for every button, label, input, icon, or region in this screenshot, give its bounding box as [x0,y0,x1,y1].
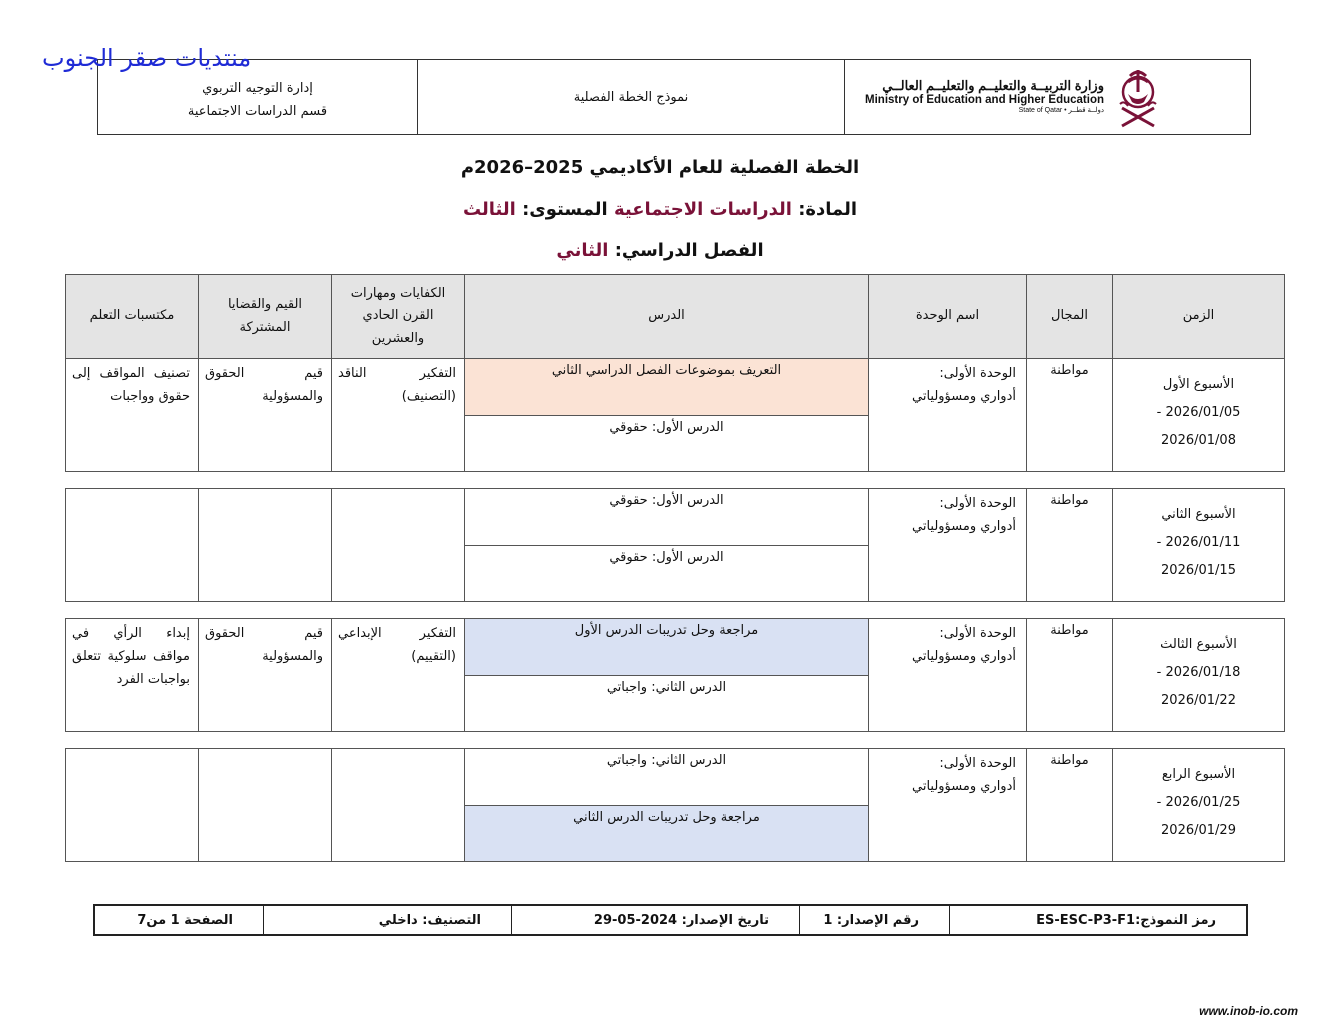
state-of-qatar: State of Qatar • دولــة قطــر [1018,107,1104,115]
dept-line-1: إدارة التوجيه التربوي [202,81,313,96]
plan-table-week-3 [65,618,1285,732]
unit-line-1: الوحدة الأولى: [939,626,1016,641]
week-time [1113,359,1285,472]
column-header-competencies: الكفايات ومهارات القرن الحادي والعشرين [332,275,465,359]
column-header-unit: اسم الوحدة [869,275,1027,359]
competency: التفكير الإبداعي (التقييم) [332,619,465,732]
lesson-b: الدرس الثاني: واجباتي [465,676,869,732]
term-label: الفصل الدراسي: [614,240,764,261]
lesson-b: مراجعة وحل تدريبات الدرس الثاني [465,806,869,862]
shared-value: قيم الحقوق والمسؤولية [199,619,332,732]
subject-value: الدراسات الاجتماعية [614,199,792,220]
column-header-outcomes: مكتسبات التعلم [66,275,199,359]
subject-label: المادة: [798,199,858,220]
document-header [97,59,1251,135]
learning-outcome [66,749,199,862]
ministry-name-ar: وزارة التربيــة والتعليــم والتعليــم العالــي [882,77,1104,93]
lesson-b: الدرس الأول: حقوقي [465,546,869,602]
week-time [1113,489,1285,602]
week-dates: 2026/01/18 - 2026/01/22 [1156,664,1241,708]
unit-line-2: أدواري ومسؤولياتي [911,518,1016,534]
issue-date: تاريخ الإصدار: 2024-05-29 [511,906,799,934]
week-label: الأسبوع الثالث [1160,637,1237,652]
week-dates: 2026/01/25 - 2026/01/29 [1156,794,1241,838]
form-name-box [418,60,845,134]
form-code: رمز النموذج:ES-ESC-P3-F1 [949,906,1246,934]
week-unit [869,619,1027,732]
competency [332,489,465,602]
learning-outcome: تصنيف المواقف إلى حقوق وواجبات [66,359,199,472]
lesson-a: الدرس الثاني: واجباتي [465,749,869,806]
learning-outcome [66,489,199,602]
unit-line-2: أدواري ومسؤولياتي [911,778,1016,794]
qatar-emblem-icon [1114,64,1162,130]
shared-value: قيم الحقوق والمسؤولية [199,359,332,472]
forum-watermark: منتديات صقر الجنوب [42,44,252,72]
column-header-field: المجال [1027,275,1113,359]
lesson-a: مراجعة وحل تدريبات الدرس الأول [465,619,869,676]
plan-table-week-4 [65,748,1285,862]
issue-number: رقم الإصدار: 1 [799,906,949,934]
ministry-name [865,79,1104,115]
week-field: مواطنة [1027,749,1113,862]
shared-value [199,489,332,602]
ministry-box [845,60,1250,134]
plan-table-week-1 [65,274,1285,472]
term-value: الثاني [556,240,609,261]
plan-title: الخطة الفصلية للعام الأكاديمي 2025–2026م [460,157,860,178]
week-dates: 2026/01/05 - 2026/01/08 [1156,404,1241,448]
column-header-lesson: الدرس [465,275,869,359]
unit-line-1: الوحدة الأولى: [939,756,1016,771]
plan-table-week-2 [65,488,1285,602]
lesson-b: الدرس الأول: حقوقي [465,416,869,472]
unit-line-2: أدواري ومسؤولياتي [911,388,1016,404]
page-number: الصفحة 1 من7 [137,912,233,928]
unit-line-2: أدواري ومسؤولياتي [911,648,1016,664]
shared-value [199,749,332,862]
week-label: الأسبوع الرابع [1161,767,1236,782]
lesson-a: الدرس الأول: حقوقي [465,489,869,546]
week-unit [869,749,1027,862]
document-footer [93,904,1248,936]
ministry-name-en: Ministry of Education and Higher Education [865,93,1104,106]
classification: التصنيف: داخلي [263,906,511,934]
week-dates: 2026/01/11 - 2026/01/15 [1156,534,1241,578]
week-field: مواطنة [1027,489,1113,602]
week-unit [869,489,1027,602]
subject-level-title [0,199,1320,220]
week-field: مواطنة [1027,359,1113,472]
level-label: المستوى: [522,199,608,220]
week-label: الأسبوع الأول [1162,377,1235,392]
week-time [1113,619,1285,732]
week-unit [869,359,1027,472]
competency [332,749,465,862]
column-header-values: القيم والقضايا المشتركة [199,275,332,359]
dept-line-2: قسم الدراسات الاجتماعية [187,104,328,119]
term-title [0,240,1320,261]
week-time [1113,749,1285,862]
competency: التفكير الناقد (التصنيف) [332,359,465,472]
column-header-time: الزمن [1113,275,1285,359]
level-value: الثالث [462,199,516,220]
lesson-a: التعريف بموضوعات الفصل الدراسي الثاني [465,359,869,416]
unit-line-1: الوحدة الأولى: [939,366,1016,381]
form-name: نموذج الخطة الفصلية [573,89,689,105]
learning-outcome: إبداء الرأي في مواقف سلوكية تتعلق بواجبات الفرد [66,619,199,732]
unit-line-1: الوحدة الأولى: [939,496,1016,511]
site-url: www.inob-io.com [1199,1004,1298,1018]
week-label: الأسبوع الثاني [1161,507,1236,522]
week-field: مواطنة [1027,619,1113,732]
